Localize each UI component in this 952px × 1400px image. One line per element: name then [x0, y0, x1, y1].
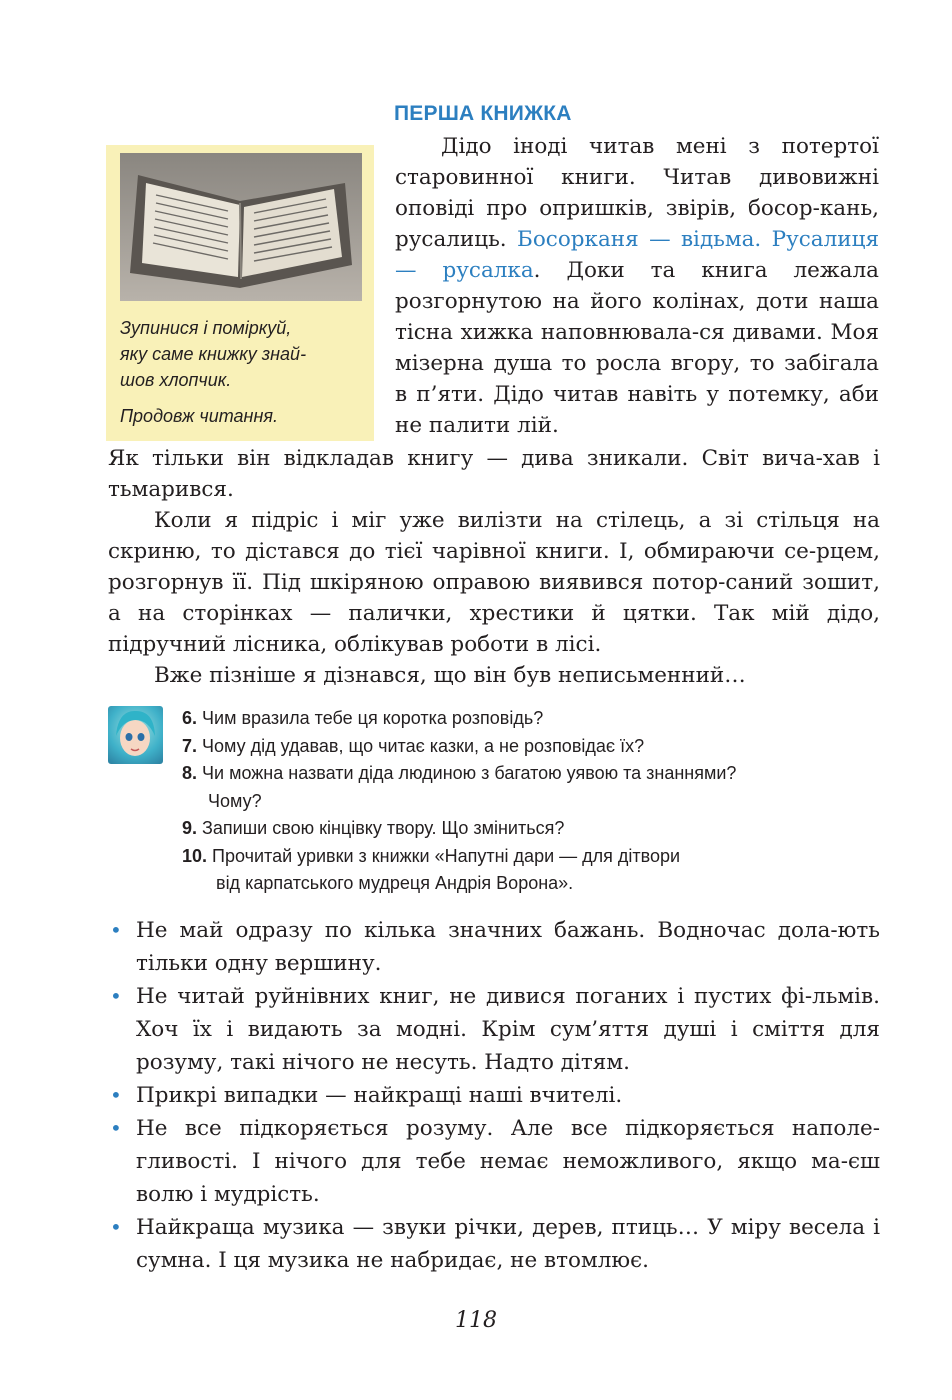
page-number: 118 — [455, 1308, 497, 1333]
guide-character-avatar — [108, 706, 163, 764]
saying-item — [110, 1211, 880, 1277]
reflection-box — [106, 145, 374, 441]
bullet-icon: • — [110, 1215, 122, 1239]
old-book-photo — [120, 153, 362, 301]
question-item — [182, 733, 882, 761]
saying-text: Прикрі випадки — найкращі наші вчителі. — [136, 1083, 623, 1108]
story-title: ПЕРША КНИЖКА — [394, 102, 572, 125]
paragraph: Вже пізніше я дізнався, що він був неписьменний… — [154, 663, 746, 688]
saying-text: Не май одразу по кілька значних бажань. Водночас дола-ють тільки одну вершину. — [136, 918, 880, 976]
question-text-continued: від карпатського мудреця Андрія Ворона». — [216, 873, 574, 893]
bullet-icon: • — [110, 1083, 122, 1107]
saying-item — [110, 1112, 880, 1211]
saying-item — [110, 914, 880, 980]
question-number: 9. — [182, 818, 198, 838]
prompt-line: Зупинися і поміркуй, — [120, 318, 292, 338]
question-text: Чому дід удавав, що читає казки, а не розповідає їх? — [202, 735, 645, 756]
paragraph: Коли я підріс і міг уже вилізти на стілець, а зі стільця на скриню, то дістався до тієї чарівної книги. І, обмираючи се-рцем, розгорнув її. Під шкіряною оправою виявився потор-саний зошит, а на сторінках — палички, хрестики й цятки. Так мій дідо, підручний лісника, облікував роботи в лісі. — [108, 508, 880, 657]
paragraph: Як тільки він відкладав книгу — дива зникали. Світ вича-хав і тьмарився. — [108, 446, 880, 502]
saying-item — [110, 1079, 880, 1112]
text-run: . Доки та книга лежала розгорнутою на його колінах, доти наша тісна хижка наповнювала-ся дивами. Моя мізерна душа то росла вгору, то забігала в п’яти. Дідо читав навіть у потемку, аби не палити лій. — [395, 258, 879, 438]
question-text: Чи можна назвати діда людиною з багатою уявою та знаннями? — [202, 763, 737, 783]
question-item — [182, 843, 882, 898]
question-item — [182, 760, 882, 815]
prompt-line: яку саме книжку знай- — [120, 344, 307, 364]
bullet-icon: • — [110, 984, 122, 1008]
saying-item — [110, 980, 880, 1079]
story-intro — [395, 131, 879, 441]
reflection-prompt — [120, 315, 366, 429]
text-run: Дідо іноді читав мені з потертої старовинної книги. Читав дивовижні оповіді про опришків, звірів, босор-кань, русалиць. — [395, 134, 879, 252]
questions-list — [182, 705, 882, 898]
saying-text: Найкраща музика — звуки річки, дерев, птиць… У міру весела і сумна. І ця музика не набридає, не втомлює. — [136, 1215, 880, 1273]
question-number: 7. — [182, 735, 198, 756]
continue-reading: Продовж читання. — [120, 406, 278, 426]
prompt-line: шов хлопчик. — [120, 370, 232, 390]
glossary-note: Босорканя — відьма. Русалиця — русалка — [395, 227, 880, 283]
question-item — [182, 705, 882, 733]
question-text-continued: Чому? — [208, 790, 262, 811]
saying-text: Не все підкоряється розуму. Але все підкоряється наполе-гливості. І нічого для тебе немає неможливого, якщо ма-єш волю і мудрість. — [136, 1116, 880, 1207]
paragraph — [395, 131, 879, 441]
question-item — [182, 815, 882, 843]
question-text: Прочитай уривки з книжки «Напутні дари — для дітвори — [212, 845, 681, 866]
saying-text: Не читай руйнівних книг, не дивися поганих і пустих фі-льмів. Хоч їх і видають за модні. Крім сум’яття душі і сміття для розуму, такі нічого не несуть. Надто дітям. — [136, 984, 880, 1075]
question-text: Чим вразила тебе ця коротка розповідь? — [202, 708, 544, 728]
bullet-icon: • — [110, 918, 122, 942]
open-book-illustration — [120, 153, 362, 301]
sayings-list — [110, 914, 880, 1277]
character-face-icon — [108, 706, 163, 764]
question-text: Запиши свою кінцівку твору. Що зміниться? — [202, 818, 565, 838]
question-number: 6. — [182, 708, 198, 728]
question-number: 10. — [182, 845, 208, 866]
story-body — [108, 443, 880, 691]
question-number: 8. — [182, 763, 198, 783]
bullet-icon: • — [110, 1116, 122, 1140]
